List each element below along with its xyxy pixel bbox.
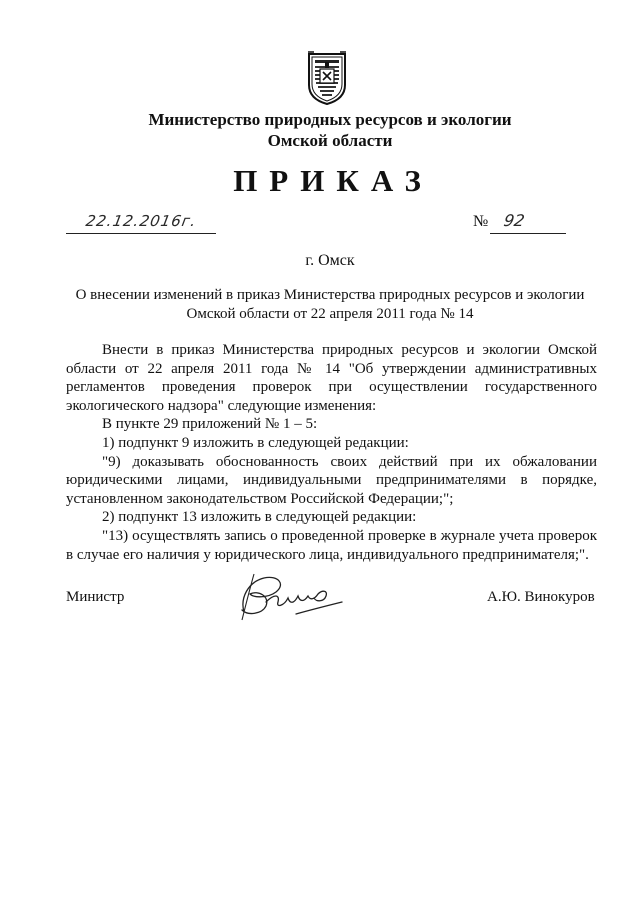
number-label: № <box>473 213 489 230</box>
body-paragraph-5: 2) подпункт 13 изложить в следующей редакции: <box>102 509 417 526</box>
number-value: 92 <box>502 211 527 230</box>
body-paragraph-6: "13) осуществлять запись о проведенной проверке в журнале учета проверок в случае его наличия у юридического лица, индивидуального предпринимателя;". <box>66 527 597 563</box>
document-body <box>66 341 597 564</box>
date-field <box>66 213 216 234</box>
organization-region: Омской области <box>267 131 393 150</box>
subject-line-2: Омской области от 22 апреля 2011 года № 14 <box>186 306 474 322</box>
body-paragraph-2: В пункте 29 приложений № 1 – 5: <box>102 416 318 433</box>
omsk-coat-of-arms-icon <box>306 49 348 105</box>
signatory-title: Министр <box>66 589 125 605</box>
document-type-title: ПРИКАЗ <box>233 163 433 198</box>
signatory-name: А.Ю. Винокуров <box>487 589 595 605</box>
date-value: 22.12.2016г. <box>84 212 199 230</box>
city: г. Омск <box>305 252 355 269</box>
subject-line-1: О внесении изменений в приказ Министерства природных ресурсов и экологии <box>75 287 585 303</box>
body-paragraph-4: "9) доказывать обоснованность своих действий при их обжаловании юридическими лицами, индивидуальными предпринимателями в порядке, установленном законодательством Российской Федерации;"; <box>66 453 597 507</box>
handwritten-signature-icon <box>230 568 350 628</box>
body-paragraph-1: Внести в приказ Министерства природных ресурсов и экологии Омской области от 22 апреля 2011 года № 14 "Об утверждении административных регламентов проведения проверок при осуществлении государственного экологического надзора" следующие изменения: <box>66 342 597 414</box>
document-subject <box>10 286 640 324</box>
number-field <box>490 213 566 234</box>
body-paragraph-3: 1) подпункт 9 изложить в следующей редакции: <box>102 434 409 451</box>
organization-name: Министерство природных ресурсов и экологии <box>148 110 512 129</box>
